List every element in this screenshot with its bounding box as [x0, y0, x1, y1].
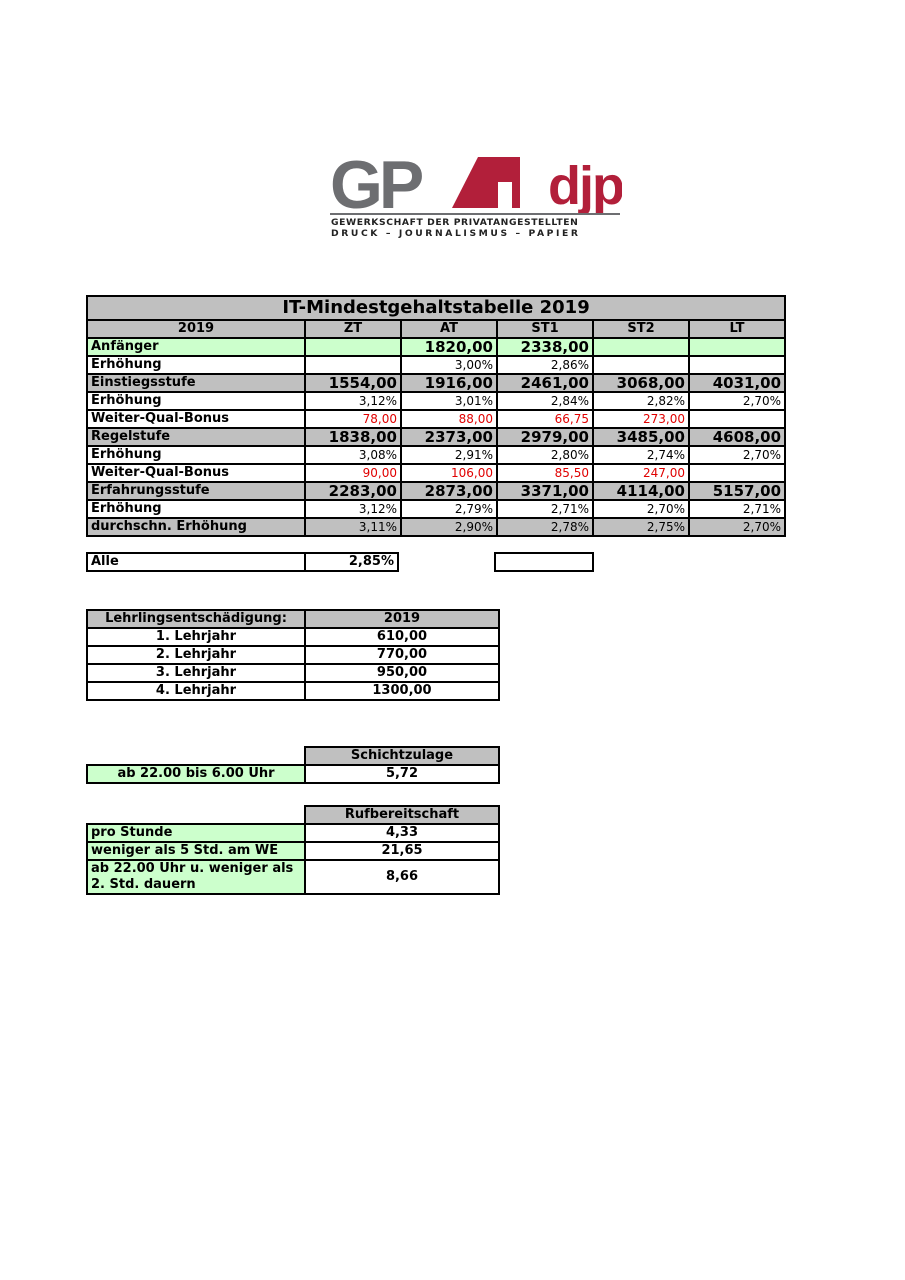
table-cell: [593, 356, 689, 374]
table-cell: 2979,00: [497, 428, 593, 446]
row-label: Anfänger: [87, 338, 305, 356]
column-header: ST2: [593, 320, 689, 338]
row-label: Erhöhung: [87, 500, 305, 518]
table-cell: 2873,00: [401, 482, 497, 500]
table-cell: 1554,00: [305, 374, 401, 392]
row-label: Regelstufe: [87, 428, 305, 446]
table-cell: [689, 356, 785, 374]
shift-allowance-table: [86, 746, 500, 784]
table-cell: [689, 464, 785, 482]
table-cell: 1916,00: [401, 374, 497, 392]
table-row: [87, 392, 785, 410]
table-cell: 2,82%: [593, 392, 689, 410]
row-label: Erhöhung: [87, 446, 305, 464]
table-cell: [689, 338, 785, 356]
table-cell: 3,12%: [305, 500, 401, 518]
apprentice-year-label: 1. Lehrjahr: [87, 628, 305, 646]
apprentice-year-label: 4. Lehrjahr: [87, 682, 305, 700]
table-cell: 2461,00: [497, 374, 593, 392]
apprentice-header-row: [87, 610, 499, 628]
salary-table: [86, 295, 786, 537]
shift-label: ab 22.00 bis 6.00 Uhr: [87, 765, 305, 783]
column-header: ZT: [305, 320, 401, 338]
table-cell: 3371,00: [497, 482, 593, 500]
table-cell: 273,00: [593, 410, 689, 428]
empty-cell: [87, 747, 305, 765]
table-cell: 1820,00: [401, 338, 497, 356]
shift-header-row: [87, 747, 499, 765]
alle-label: Alle: [86, 552, 306, 572]
table-cell: 2283,00: [305, 482, 401, 500]
table-row: [87, 464, 785, 482]
logo-djp: djp: [548, 156, 622, 216]
oncall-value: 4,33: [305, 824, 499, 842]
oncall-value: 21,65: [305, 842, 499, 860]
apprentice-value: 610,00: [305, 628, 499, 646]
shift-header: Schichtzulage: [305, 747, 499, 765]
table-cell: 2,74%: [593, 446, 689, 464]
apprentice-year-label: 3. Lehrjahr: [87, 664, 305, 682]
column-header: ST1: [497, 320, 593, 338]
alle-value: 2,85%: [303, 552, 399, 572]
table-cell: 78,00: [305, 410, 401, 428]
table-cell: 2,71%: [497, 500, 593, 518]
oncall-value: 8,66: [305, 860, 499, 894]
table-row: [87, 338, 785, 356]
oncall-label: pro Stunde: [87, 824, 305, 842]
table-row: [87, 428, 785, 446]
empty-cell: [87, 806, 305, 824]
table-cell: [689, 410, 785, 428]
table-row: [87, 518, 785, 536]
column-header: AT: [401, 320, 497, 338]
table-cell: 2,79%: [401, 500, 497, 518]
logo-subtitle-2: DRUCK – JOURNALISMUS – PAPIER: [331, 228, 581, 239]
salary-title: IT-Mindestgehaltstabelle 2019: [87, 296, 785, 320]
table-cell: [593, 338, 689, 356]
table-cell: 3,01%: [401, 392, 497, 410]
table-cell: 1838,00: [305, 428, 401, 446]
table-cell: 2,70%: [689, 446, 785, 464]
table-cell: [305, 356, 401, 374]
table-cell: 2,90%: [401, 518, 497, 536]
row-label: Weiter-Qual-Bonus: [87, 410, 305, 428]
table-cell: 85,50: [497, 464, 593, 482]
table-cell: 2,91%: [401, 446, 497, 464]
row-label: Erfahrungsstufe: [87, 482, 305, 500]
table-cell: 2,78%: [497, 518, 593, 536]
table-cell: 3,11%: [305, 518, 401, 536]
table-cell: 2338,00: [497, 338, 593, 356]
salary-header-row: [87, 320, 785, 338]
row-label: Erhöhung: [87, 392, 305, 410]
oncall-label: weniger als 5 Std. am WE: [87, 842, 305, 860]
table-row: [87, 682, 499, 700]
apprentice-header-year: 2019: [305, 610, 499, 628]
table-row: [87, 824, 499, 842]
table-cell: 4114,00: [593, 482, 689, 500]
table-cell: 90,00: [305, 464, 401, 482]
table-row: [87, 842, 499, 860]
salary-body: [87, 338, 785, 536]
table-cell: 2,70%: [593, 500, 689, 518]
table-row: [87, 356, 785, 374]
table-cell: 2,75%: [593, 518, 689, 536]
column-header: LT: [689, 320, 785, 338]
table-cell: 2,86%: [497, 356, 593, 374]
alle-empty-cell: [494, 552, 594, 572]
table-row: [87, 628, 499, 646]
table-row: [87, 664, 499, 682]
table-cell: 3,12%: [305, 392, 401, 410]
salary-title-row: [87, 296, 785, 320]
table-row: [87, 374, 785, 392]
apprentice-value: 950,00: [305, 664, 499, 682]
table-cell: 106,00: [401, 464, 497, 482]
table-row: [87, 646, 499, 664]
oncall-header: Rufbereitschaft: [305, 806, 499, 824]
table-cell: 2,80%: [497, 446, 593, 464]
table-cell: [305, 338, 401, 356]
table-cell: 2373,00: [401, 428, 497, 446]
row-label: Einstiegsstufe: [87, 374, 305, 392]
table-cell: 3068,00: [593, 374, 689, 392]
shift-value: 5,72: [305, 765, 499, 783]
logo-a-cut: [498, 182, 512, 208]
table-cell: 3485,00: [593, 428, 689, 446]
logo-gp: GP: [330, 152, 421, 223]
oncall-header-row: [87, 806, 499, 824]
table-cell: 3,00%: [401, 356, 497, 374]
table-cell: 3,08%: [305, 446, 401, 464]
row-label: durchschn. Erhöhung: [87, 518, 305, 536]
table-row: [87, 482, 785, 500]
table-cell: 66,75: [497, 410, 593, 428]
table-cell: 2,71%: [689, 500, 785, 518]
table-row: [87, 765, 499, 783]
alle-row: [86, 552, 598, 572]
table-cell: 2,84%: [497, 392, 593, 410]
apprentice-year-label: 2. Lehrjahr: [87, 646, 305, 664]
logo-subtitle-1: GEWERKSCHAFT DER PRIVATANGESTELLTEN: [331, 217, 579, 228]
oncall-label: ab 22.00 Uhr u. weniger als 2. Std. dauern: [87, 860, 305, 894]
table-cell: 4608,00: [689, 428, 785, 446]
table-cell: 2,70%: [689, 392, 785, 410]
table-row: [87, 500, 785, 518]
table-cell: 247,00: [593, 464, 689, 482]
row-label: Erhöhung: [87, 356, 305, 374]
apprentice-header-label: Lehrlingsentschädigung:: [87, 610, 305, 628]
table-cell: 5157,00: [689, 482, 785, 500]
table-row: [87, 446, 785, 464]
apprentice-value: 770,00: [305, 646, 499, 664]
gpa-djp-logo: [330, 152, 622, 240]
table-cell: 2,70%: [689, 518, 785, 536]
table-row: [87, 860, 499, 894]
apprentice-value: 1300,00: [305, 682, 499, 700]
on-call-table: [86, 805, 500, 895]
table-row: [87, 410, 785, 428]
apprentice-table: [86, 609, 500, 701]
row-label: Weiter-Qual-Bonus: [87, 464, 305, 482]
table-cell: 4031,00: [689, 374, 785, 392]
table-cell: 88,00: [401, 410, 497, 428]
column-header: 2019: [87, 320, 305, 338]
